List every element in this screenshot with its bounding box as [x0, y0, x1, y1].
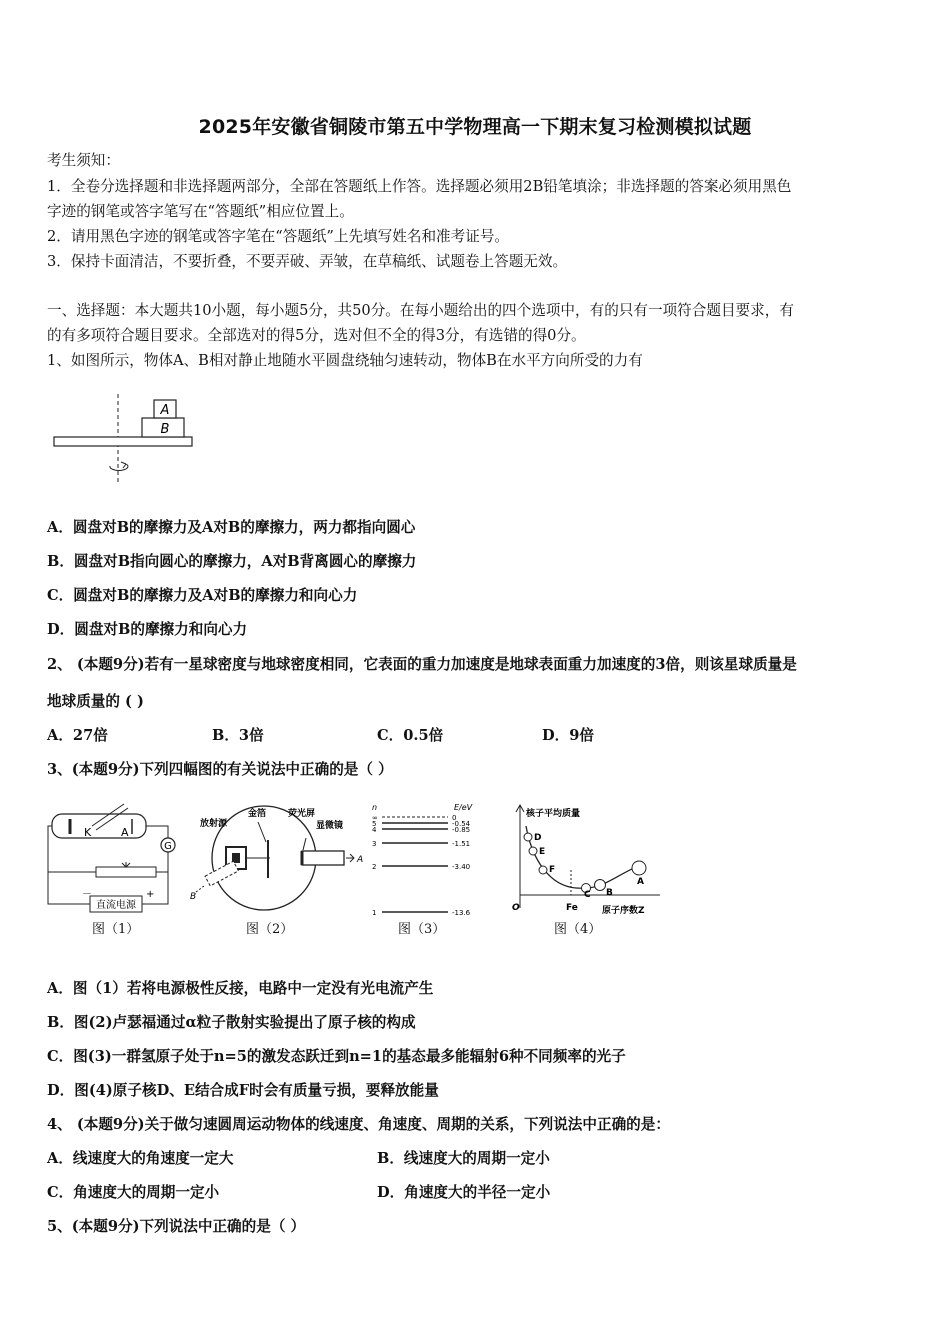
q1-option-a: A．圆盘对B的摩擦力及A对B的摩擦力，两力都指向圆心 — [47, 519, 416, 536]
wire — [146, 826, 168, 838]
notice-line-3: 3．保持卡面清洁，不要折叠，不要弄破、弄皱，在草稿纸、试题卷上答题无效。 — [47, 253, 568, 270]
energy-axis-label: E/eV — [454, 803, 473, 812]
q1-option-b: B．圆盘对B指向圆心的摩擦力，A对B背离圆心的摩擦力 — [47, 553, 417, 570]
energy-level-value: 0 — [452, 814, 457, 822]
y-axis-label: 核子平均质量 — [526, 809, 581, 819]
notice-line-1b: 字迹的钢笔或答字笔写在“答题纸”相应位置上。 — [47, 203, 354, 220]
energy-level-value: -3.40 — [452, 863, 471, 871]
q3-option-d: D．图(4)原子核D、E结合成F时会有质量亏损，要释放能量 — [47, 1082, 439, 1099]
screen-label: 荧光屏 — [288, 809, 316, 819]
x-axis-label: 原子序数Z — [602, 906, 645, 916]
q2-option-c: C．0.5倍 — [377, 727, 444, 744]
foil-pointer — [258, 822, 266, 842]
q2-option-d: D．9倍 — [542, 727, 594, 744]
energy-level-n: 5 — [372, 820, 377, 828]
origin-label: O — [512, 903, 520, 913]
q2-option-b: B．3倍 — [212, 727, 264, 744]
q3-figure-3-caption: 图（3） — [398, 922, 446, 937]
point-b — [595, 880, 606, 891]
wire — [156, 852, 168, 872]
q2-option-a: A．27倍 — [47, 727, 108, 744]
fe-label: Fe — [566, 903, 578, 913]
minus-terminal: － — [82, 889, 92, 900]
energy-level-group — [372, 814, 471, 917]
position-a-label: A — [357, 855, 364, 865]
point-e-label: E — [539, 847, 546, 857]
rheostat — [96, 867, 156, 877]
q4-option-d: D．角速度大的半径一定小 — [377, 1184, 551, 1201]
point-b-label: B — [606, 888, 613, 898]
point-a — [632, 861, 646, 875]
gold-foil-label: 金箔 — [248, 809, 267, 819]
point-f-label: F — [549, 865, 556, 875]
energy-level-value: -1.51 — [452, 840, 471, 848]
dashed-arrow — [196, 886, 204, 892]
q1-stem: 1、如图所示，物体A、B相对静止地随水平圆盘绕轴匀速转动，物体B在水平方向所受的力有 — [47, 352, 643, 369]
notice-line-2: 2．请用黑色字迹的钢笔或答字笔在“答题纸”上先填写姓名和准考证号。 — [47, 228, 510, 245]
section-1-intro-b: 的有多项符合题目要求。全部选对的得5分，选对但不全的得3分，有选错的得0分。 — [47, 327, 586, 344]
mass-curve — [526, 826, 638, 888]
energy-level-value: -13.6 — [452, 909, 471, 917]
cathode-label: K — [84, 826, 92, 839]
q1-option-c: C．圆盘对B的摩擦力及A对B的摩擦力和向心力 — [47, 587, 358, 604]
energy-level-value: -0.85 — [452, 826, 471, 834]
energy-level-n: 3 — [372, 840, 377, 848]
microscope-position-b — [205, 861, 238, 886]
n-axis-label: n — [372, 803, 378, 812]
power-label: 直流电源 — [96, 900, 136, 911]
q5-stem: 5、(本题9分)下列说法中正确的是（ ） — [47, 1218, 306, 1235]
q3-figure-1-photoelectric-circuit — [44, 800, 184, 915]
q3-option-c: C．图(3)一群氢原子处于n=5的激发态跃迁到n=1的基态最多能辐射6种不同频率的光子 — [47, 1048, 626, 1065]
slider-contact — [122, 862, 130, 867]
point-c-label: C — [584, 890, 591, 900]
q3-figure-4-nucleon-mass — [508, 800, 668, 918]
galvanometer-label: G — [164, 841, 172, 852]
view-arrow-icon — [346, 854, 354, 862]
y-axis — [516, 805, 524, 908]
q3-figure-1-caption: 图（1） — [92, 922, 140, 937]
point-d-label: D — [534, 833, 542, 843]
q3-stem: 3、(本题9分)下列四幅图的有关说法中正确的是（ ） — [47, 761, 393, 778]
q3-figure-2-alpha-scattering — [190, 800, 364, 915]
point-e — [529, 847, 537, 855]
q3-option-a: A．图（1）若将电源极性反接，电路中一定没有光电流产生 — [47, 980, 434, 997]
q1-figure-rotating-disk — [48, 392, 198, 484]
rotation-arrowhead-icon — [121, 462, 126, 468]
block-b-label: B — [160, 422, 170, 437]
q3-figure-2-caption: 图（2） — [246, 922, 294, 937]
plus-terminal: + — [146, 889, 155, 900]
q3-figure-4-caption: 图（4） — [554, 922, 602, 937]
position-b-label: B — [190, 892, 197, 902]
q4-option-c: C．角速度大的周期一定小 — [47, 1184, 220, 1201]
q2-stem-b: 地球质量的 ( ) — [47, 693, 144, 710]
energy-level-n: 2 — [372, 863, 377, 871]
screen-pointer — [303, 838, 306, 850]
point-f — [539, 866, 547, 874]
page-title: 2025年安徽省铜陵市第五中学物理高一下期末复习检测模拟试题 — [198, 116, 752, 138]
block-a-label: A — [160, 403, 170, 418]
point-d — [524, 833, 532, 841]
energy-level-n: ∞ — [372, 814, 378, 822]
q3-figure-3-energy-levels — [368, 800, 488, 918]
q3-option-b: B．图(2)卢瑟福通过α粒子散射实验提出了原子核的构成 — [47, 1014, 416, 1031]
energy-level-value: -0.54 — [452, 820, 471, 828]
q1-option-d: D．圆盘对B的摩擦力和向心力 — [47, 621, 248, 638]
section-1-intro-a: 一、选择题：本大题共10小题，每小题5分，共50分。在每小题给出的四个选项中，有的只有一项符合题目要求，有 — [47, 302, 794, 319]
light-ray — [92, 804, 124, 826]
disk — [54, 437, 192, 446]
point-a-label: A — [637, 877, 644, 887]
microscope — [302, 851, 344, 865]
source-label: 放射源 — [200, 819, 228, 829]
q2-stem-a: 2、 (本题9分)若有一星球密度与地球密度相同，它表面的重力加速度是地球表面重力加速度的3倍，则该星球质量是 — [47, 656, 797, 673]
notice-heading: 考生须知： — [47, 152, 120, 169]
q4-stem: 4、 (本题9分)关于做匀速圆周运动物体的线速度、角速度、周期的关系，下列说法中正确的是： — [47, 1116, 670, 1133]
notice-line-1a: 1．全卷分选择题和非选择题两部分，全部在答题纸上作答。选择题必须用2B铅笔填涂；非选择题的答案必须用黑色 — [47, 178, 792, 195]
microscope-label: 显微镜 — [316, 821, 344, 831]
energy-level-n: 1 — [372, 909, 377, 917]
q4-option-a: A．线速度大的角速度一定大 — [47, 1150, 234, 1167]
anode-label: A — [121, 826, 129, 839]
energy-level-n: 4 — [372, 826, 377, 834]
q4-option-b: B．线速度大的周期一定小 — [377, 1150, 550, 1167]
